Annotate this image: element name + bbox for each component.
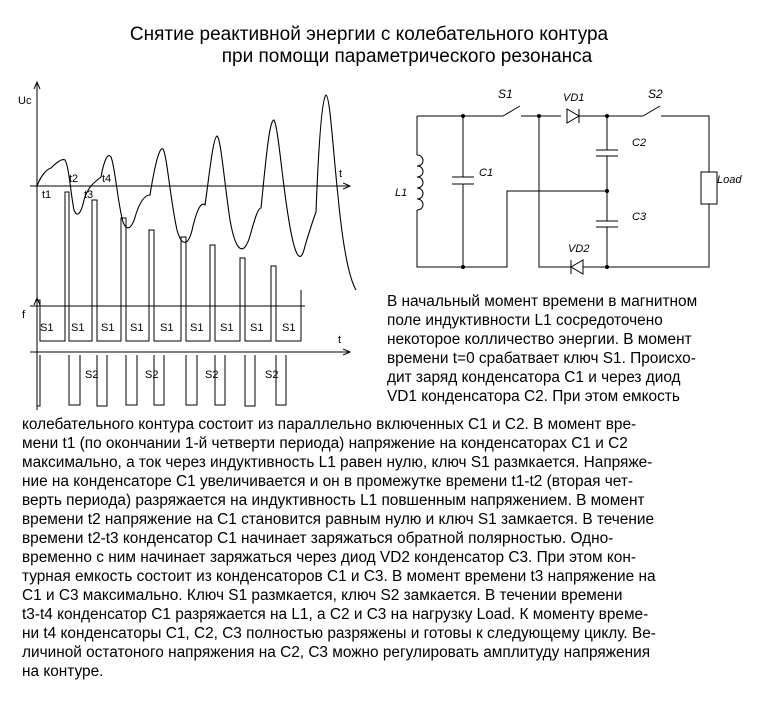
text-line: максимально, а ток через индуктивность L1 равен нулю, ключ S1 размкается. Напряже- xyxy=(22,454,653,471)
s1-pulse-label: S1 xyxy=(101,322,115,334)
c3-label: C3 xyxy=(632,211,647,223)
page-subtitle: при помощи параметрического резонанса xyxy=(221,46,593,67)
switch-t-axis-label: t xyxy=(338,334,342,346)
page-title: Снятие реактивной энергии с колебательного контура xyxy=(129,24,609,45)
s2-pulse-label: S2 xyxy=(205,369,219,381)
diode-vd1 xyxy=(567,109,579,123)
diode-vd2 xyxy=(571,260,583,274)
f-axis-label: f xyxy=(22,309,26,321)
s1-pulse-label: S1 xyxy=(160,322,174,334)
s1-pulse-label: S1 xyxy=(282,322,296,334)
text-line: VD1 конденсатора С2. При этом емкость xyxy=(387,388,680,405)
s1-label: S1 xyxy=(498,87,513,101)
text-line: верть периода) разряжается на индуктивность L1 повшенным напряжением. В момент xyxy=(22,492,645,509)
switch-s2 xyxy=(643,106,660,116)
uc-axis-label: Uc xyxy=(18,95,32,107)
inductor-l1 xyxy=(417,155,423,210)
c2-label: C2 xyxy=(632,137,647,149)
capacitor-c1 xyxy=(452,177,474,184)
text-line: поле индуктивности L1 сосредоточено xyxy=(387,312,663,329)
text-line: времени t=0 срабатвает ключ S1. Происхо- xyxy=(387,350,696,367)
t-axis-label: t xyxy=(339,168,343,180)
text-line: мени t1 (по окончании 1-й четверти периода) напряжение на конденсаторах С1 и С2 xyxy=(22,435,628,452)
vd1-label: VD1 xyxy=(563,92,585,104)
capacitor-c2 xyxy=(596,150,618,156)
vd2-label: VD2 xyxy=(568,243,590,255)
t1-label: t1 xyxy=(42,189,52,201)
text-line: некоторое колличество энергии. В момент xyxy=(387,331,692,348)
text-line: ни t4 конденсаторы С1, С2, С3 полностью разряжены и готовы к следующему циклу. Ве- xyxy=(22,625,656,642)
s1-pulse-label: S1 xyxy=(71,322,85,334)
text-line: временно с ним начинает заряжаться через диод VD2 конденсатор С3. При этом кон- xyxy=(22,549,636,566)
t4-label: t4 xyxy=(102,173,112,185)
load-resistor xyxy=(701,172,717,204)
text-line: колебательного контура состоит из параллельно включенных С1 и С2. В момент вре- xyxy=(22,416,637,433)
l1-label: L1 xyxy=(395,187,408,199)
s1-pulse-label: S1 xyxy=(40,322,54,334)
s2-pulse-label: S2 xyxy=(265,369,279,381)
s1-pulse-label: S1 xyxy=(190,322,204,334)
text-line: С1 и С3 максимально. Ключ S1 размкается, ключ S2 замкается. В течении времени xyxy=(22,587,623,604)
text-line: времени t2-t3 конденсатор С1 начинает заряжаться обратной полярностью. Одно- xyxy=(22,530,614,547)
s1-pulse-label: S1 xyxy=(250,322,264,334)
capacitor-c3 xyxy=(596,221,618,227)
text-line: В начальный момент времени в магнитном xyxy=(387,293,698,310)
text-line: t3-t4 конденсатор С1 разряжается на L1, а С2 и С3 на нагрузку Load. К моменту време- xyxy=(22,606,649,623)
text-line: времени t2 напряжение на С1 становится равным нулю и ключ S1 замкается. В течение xyxy=(22,511,655,528)
text-line: турная емкость состоит из конденсаторов С1 и С3. В момент времени t3 напряжение на xyxy=(22,568,656,585)
circuit-schematic xyxy=(417,106,717,274)
s2-switch-pulses xyxy=(37,300,286,406)
description-intro xyxy=(387,292,697,406)
s1-pulse-label: S1 xyxy=(130,322,144,334)
t3-label: t3 xyxy=(84,189,94,201)
text-line: на контуре. xyxy=(22,663,104,680)
load-label: Load xyxy=(717,174,742,186)
c1-label: C1 xyxy=(479,167,494,179)
s1-pulse-label: S1 xyxy=(220,322,234,334)
text-line: личиной остатоного напряжения на С2, С3 можно регулировать амплитуду напряжения xyxy=(22,644,651,661)
s2-label: S2 xyxy=(648,87,663,101)
s2-pulse-label: S2 xyxy=(145,369,159,381)
t2-label: t2 xyxy=(69,173,79,185)
description-body xyxy=(22,415,656,681)
switch-s1 xyxy=(503,106,520,116)
s2-pulse-label: S2 xyxy=(85,369,99,381)
text-line: ние на конденсаторе С1 увеличивается и он в промежутке времени t1-t2 (вторая чет- xyxy=(22,473,633,490)
voltage-waveform-plot xyxy=(30,82,356,410)
text-line: дит заряд конденсатора С1 и через диод xyxy=(387,369,681,386)
circuit-labels xyxy=(395,87,742,255)
